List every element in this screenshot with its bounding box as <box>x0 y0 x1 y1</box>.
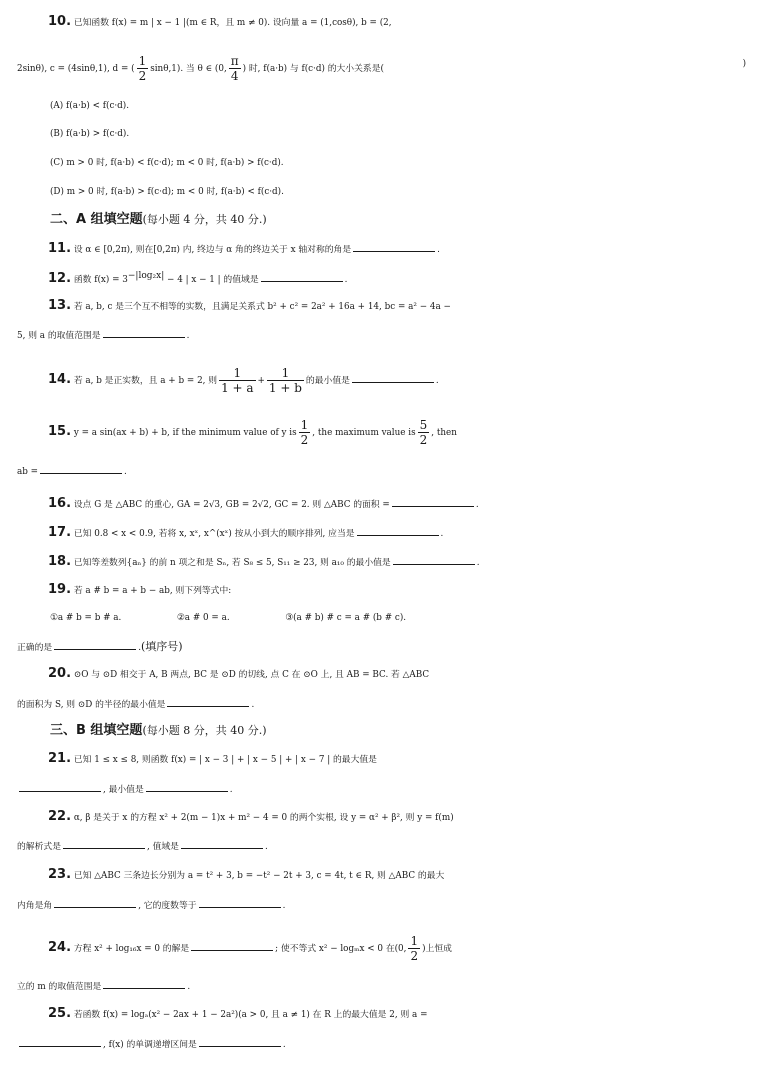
q22-stem-line2b: , 值域是 <box>147 842 179 852</box>
q25-line1 <box>0 1004 766 1025</box>
section-3-header <box>0 721 766 742</box>
q15-stem-3: , then <box>431 428 457 438</box>
q18-line: 18. 已知等差数列{aₙ} 的前 n 项之和是 Sₙ, 若 S₈ ≤ 5, S₁₁ ≥ 23, 则 a₁₀ 的最小值是 . <box>0 551 766 573</box>
q19-stem: 若 a # b = a + b − ab, 则下列等式中: <box>73 586 232 596</box>
q10-stem-line2b: sinθ,1). 当 θ ∈ (0, <box>150 64 227 74</box>
q19-answer-blank[interactable] <box>54 636 136 650</box>
q22-formula-blank[interactable] <box>63 835 145 849</box>
q18-answer-blank[interactable] <box>393 551 475 565</box>
q23-stem-line2b: , 它的度数等于 <box>138 901 197 911</box>
q25-interval-blank[interactable] <box>199 1033 281 1047</box>
q15-stem: y = a sin(ax + b) + b, if the minimum value of y is <box>73 428 297 438</box>
q10-option-a: (A) f(a·b) < f(c·d). <box>50 101 130 111</box>
q24-stem: 方程 x² + log₁₆x = 0 的解是 <box>73 944 190 954</box>
q23-degree-blank[interactable] <box>199 894 281 908</box>
q21-min-blank[interactable] <box>146 778 228 792</box>
q12-stem-2: − 4 | x − 1 | 的值域是 <box>164 274 259 285</box>
q18-number: 18. <box>48 554 72 569</box>
q23-angle-blank[interactable] <box>54 894 136 908</box>
section-2-note: (每小题 4 分，共 40 分.) <box>142 213 267 226</box>
q13-answer-blank[interactable] <box>103 324 185 338</box>
q13-line1 <box>0 296 766 317</box>
q23-line2: 内角是角 , 它的度数等于 . <box>0 894 766 916</box>
q15-number: 15. <box>48 424 72 439</box>
q25-stem-line2a: , f(x) 的单调递增区间是 <box>103 1040 197 1050</box>
q10-option-b: (B) f(a·b) > f(c·d). <box>50 129 130 139</box>
q12-stem: 函数 f(x) = 3 <box>73 274 128 285</box>
q19-item-1: ①a # b = b # a. <box>50 613 122 623</box>
q18-stem: 已知等差数列{aₙ} 的前 n 项之和是 Sₙ, 若 S₈ ≤ 5, S₁₁ ≥ 23, 则 a₁₀ 的最小值是 <box>73 558 391 568</box>
q23-line1 <box>0 865 766 886</box>
q20-answer-blank[interactable] <box>167 693 249 707</box>
q21-stem-line2: , 最小值是 <box>103 785 144 795</box>
q13-stem-line1: 若 a, b, c 是三个互不相等的实数，且满足关系式 b² + c² = 2a² + 16a + 14, bc = a² − 4a − <box>73 302 451 312</box>
q17-answer-blank[interactable] <box>357 522 439 536</box>
q10-option-d: (D) m > 0 时, f(a·b) > f(c·d); m < 0 时, f(a·b) < f(c·d). <box>50 187 284 197</box>
q25-number: 25. <box>48 1006 72 1021</box>
q24-range-blank[interactable] <box>103 975 185 989</box>
q19-item-2: ②a # 0 = a. <box>176 613 230 623</box>
q24-stem-line2: 立的 m 的取值范围是 <box>17 982 102 992</box>
q24-stem-3: 上恒成 <box>425 944 452 954</box>
q10-stem-line1: 已知函数 f(x) = m | x − 1 |(m ∈ R，且 m ≠ 0). 设向量 a = (1,cosθ), b = (2, <box>73 18 392 28</box>
q15-fraction-1: $\frac{1}{2}$ <box>300 418 309 447</box>
q12-answer-blank[interactable] <box>261 268 343 282</box>
q22-range-blank[interactable] <box>181 835 263 849</box>
q20-stem-line2: 的面积为 S, 则 ⊙D 的半径的最小值是 <box>17 700 166 710</box>
q12-line: 12. 函数 $f(x) = 3^{-|log_2x|} - 4$ | x − 1 | 的值域是 . <box>0 266 766 290</box>
q24-number: 24. <box>48 940 72 955</box>
q22-number: 22. <box>48 809 72 824</box>
q22-stem-line2a: 的解析式是 <box>17 842 61 852</box>
q14-fraction-1: $\frac{1}{1 + a}$ <box>221 366 254 395</box>
q21-line2: , 最小值是 . <box>0 778 766 800</box>
q21-line1 <box>0 749 766 770</box>
q13-number: 13. <box>48 298 72 313</box>
q25-stem-line1: 若函数 f(x) = logₐ(x² − 2ax + 1 − 2a²)(a > 0, 且 a ≠ 1) 在 R 上的最大值是 2, 则 a = <box>73 1010 428 1020</box>
q16-stem: 设点 G 是 △ABC 的重心, GA = 2√3, GB = 2√2, GC = 2. 则 △ABC 的面积 = <box>73 500 390 510</box>
q10-stem-line2c: ) 时, f(a·b) 与 f(c·d) 的大小关系是( <box>242 64 384 74</box>
q20-line2: 的面积为 S, 则 ⊙D 的半径的最小值是 . <box>0 693 766 715</box>
q12-exponent: −|log₂x| <box>127 271 165 281</box>
q11-line: 11. 设 α ∈ [0,2π), 则在[0,2π) 内, 终边与 α 角的终边关于 x 轴对称的角是 . <box>0 238 766 260</box>
q23-stem-line1: 已知 △ABC 三条边长分别为 a = t² + 3, b = −t² − 2t + 3, c = 4t, t ∈ R, 则 △ABC 的最大 <box>73 871 445 881</box>
q19-note: (填序号) <box>141 640 183 653</box>
q13-stem-line2: 5, 则 a 的取值范围是 <box>17 331 101 341</box>
q14-answer-blank[interactable] <box>352 369 434 383</box>
section-2-header <box>0 210 766 231</box>
q21-stem-line1: 已知 1 ≤ x ≤ 8, 则函数 f(x) = | x − 3 | + | x − 5 | + | x − 7 | 的最大值是 <box>73 755 377 765</box>
q15-line2: ab = . <box>0 460 766 482</box>
q16-line: 16. 设点 G 是 △ABC 的重心, GA = 2√3, GB = 2√2, GC = 2. 则 △ABC 的面积 = . <box>0 493 766 515</box>
q22-line2: 的解析式是 , 值域是 . <box>0 835 766 857</box>
q24-stem-2: ; 使不等式 x² − logₘx < 0 在 <box>275 944 395 954</box>
q10-answer-paren-close: ) <box>742 59 746 69</box>
q24-line2: 立的 m 的取值范围是 . <box>0 975 766 997</box>
q14-stem-2: 的最小值是 <box>305 376 350 386</box>
q19-items <box>0 608 766 628</box>
q23-stem-line2a: 内角是角 <box>17 901 53 911</box>
q11-answer-blank[interactable] <box>353 238 435 252</box>
section-3-title: 三、B 组填空题 <box>50 723 143 738</box>
q22-stem-line1: α, β 是关于 x 的方程 x² + 2(m − 1)x + m² − 4 = 0 的两个实根, 设 y = α² + β², 则 y = f(m) <box>73 813 454 823</box>
q20-line1 <box>0 664 766 685</box>
q10-pi-fraction: $\frac{\pi}{4}$ <box>230 54 239 83</box>
q24-fraction: $\frac{1}{2}$ <box>410 934 419 963</box>
q12-number: 12. <box>48 270 72 286</box>
q10-half-fraction: $\frac{1}{2}$ <box>138 54 147 83</box>
q10-line2 <box>0 54 766 83</box>
q11-stem: 设 α ∈ [0,2π), 则在[0,2π) 内, 终边与 α 角的终边关于 x 轴对称的角是 <box>73 245 352 255</box>
q25-a-blank[interactable] <box>19 1033 101 1047</box>
q10-number: 10. <box>48 14 72 29</box>
q24-solution-blank[interactable] <box>191 937 273 951</box>
q19-item-3: ③(a # b) # c = a # (b # c). <box>285 613 407 623</box>
q24-line1: 24. 方程 x² + log₁₆x = 0 的解是 ; 使不等式 x² − logₘx < 0 在(0, $\frac{1}{2}$ )上恒成 <box>48 934 452 963</box>
q15-line1 <box>0 418 766 447</box>
q19-line1 <box>0 580 766 601</box>
q16-answer-blank[interactable] <box>392 493 474 507</box>
q15-answer-blank[interactable] <box>40 460 122 474</box>
q17-number: 17. <box>48 525 72 540</box>
q16-number: 16. <box>48 496 72 511</box>
q19-answer-prompt: 正确的是 <box>17 643 53 653</box>
q19-line3: 正确的是 .(填序号) <box>0 636 766 658</box>
q10-stem-line2a: 2sinθ), c = (4sinθ,1), d = ( <box>17 64 135 74</box>
q15-stem-2: , the maximum value is <box>312 428 416 438</box>
q23-number: 23. <box>48 867 72 882</box>
q14-line: 14. 若 a, b 是正实数，且 a + b = 2, 则 $\frac{1}{1 + a}$ + $\frac{1}{1 + b}$ 的最小值是 . <box>48 366 439 395</box>
q22-line1 <box>0 807 766 828</box>
q20-stem-line1: ⊙O 与 ⊙D 相交于 A, B 两点, BC 是 ⊙D 的切线, 点 C 在 ⊙O 上, 且 AB = BC. 若 △ABC <box>73 670 430 680</box>
q15-fraction-2: $\frac{5}{2}$ <box>419 418 428 447</box>
q10-line1 <box>0 12 766 33</box>
q17-line: 17. 已知 0.8 < x < 0.9, 若将 x, xˣ, x^(xˣ) 按从小到大的顺序排列, 应当是 . <box>0 522 766 544</box>
section-3-note: (每小题 8 分，共 40 分.) <box>142 724 267 737</box>
q25-line2: , f(x) 的单调递增区间是 . <box>0 1033 766 1055</box>
q10-option-c: (C) m > 0 时, f(a·b) < f(c·d); m < 0 时, f(a·b) > f(c·d). <box>50 158 284 168</box>
q14-stem: 若 a, b 是正实数，且 a + b = 2, 则 <box>73 376 218 386</box>
q14-number: 14. <box>48 372 72 387</box>
q14-fraction-2: $\frac{1}{1 + b}$ <box>268 366 302 395</box>
q15-stem-line2: ab = <box>17 467 39 477</box>
q20-number: 20. <box>48 666 72 681</box>
q17-stem: 已知 0.8 < x < 0.9, 若将 x, xˣ, x^(xˣ) 按从小到大的顺序排列, 应当是 <box>73 529 355 539</box>
q21-number: 21. <box>48 751 72 766</box>
q11-number: 11. <box>48 241 72 256</box>
section-2-title: 二、A 组填空题 <box>50 212 143 227</box>
q13-line2: 5, 则 a 的取值范围是 . <box>0 324 766 346</box>
q21-max-blank[interactable] <box>19 778 101 792</box>
q19-number: 19. <box>48 582 72 597</box>
